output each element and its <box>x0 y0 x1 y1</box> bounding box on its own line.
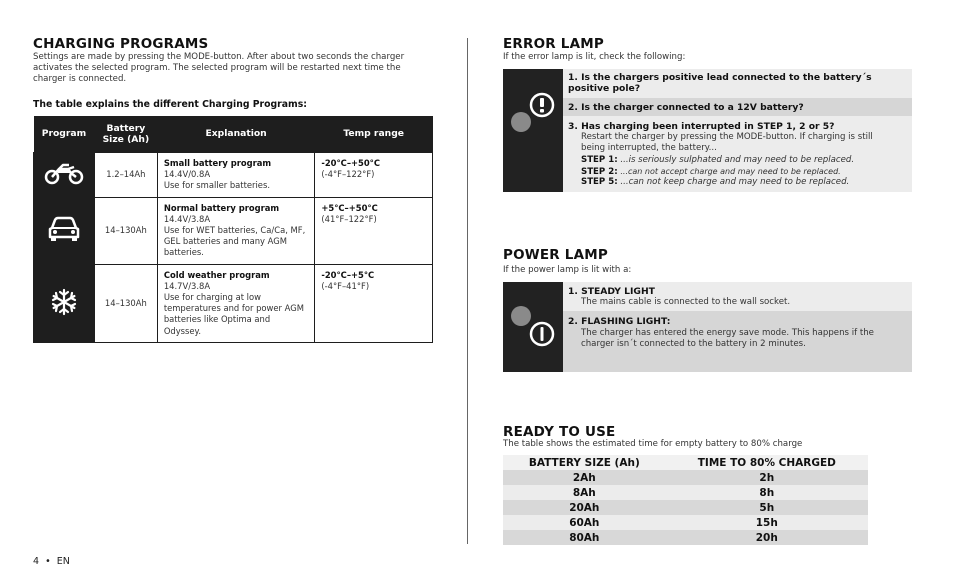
ready-to-use-title: READY TO USE <box>503 424 616 440</box>
program-desc: Use for charging at low temperatures and for power AGM batteries like Optima and Odyssey. <box>163 291 304 336</box>
table-header-row <box>34 116 433 152</box>
battery-size-cell: 60Ah <box>503 515 666 530</box>
charging-programs-table <box>33 116 433 343</box>
step-text: ...can not accept charge and may need to be replaced. <box>620 167 841 176</box>
explanation-cell <box>157 197 315 264</box>
battery-size-cell: 1.2–14Ah <box>94 152 157 197</box>
program-name: Small battery program <box>163 157 272 168</box>
table-row <box>34 264 433 342</box>
power-item-text: The charger has entered the energy save mode. This happens if the charger isn´t connected to the battery in 2 minutes. <box>581 328 874 350</box>
error-item-3 <box>563 116 912 192</box>
step-line <box>581 177 849 188</box>
header-program: Program <box>34 116 95 152</box>
power-lamp-intro: If the power lamp is lit with a: <box>503 265 632 275</box>
battery-size-cell: 80Ah <box>503 530 666 545</box>
error-item-title: 2. Is the charger connected to a 12V battery? <box>568 102 804 113</box>
charge-time-cell: 5h <box>666 500 868 515</box>
power-item-text: The mains cable is connected to the wall socket. <box>581 297 791 307</box>
temp-cell <box>315 197 433 264</box>
header-time-to-80: TIME TO 80% CHARGED <box>666 455 868 470</box>
program-name: Normal battery program <box>163 202 280 213</box>
footer-language: EN <box>56 556 70 567</box>
program-desc: Use for smaller batteries. <box>163 179 270 190</box>
step-text: ...can not keep charge and may need to be replaced. <box>620 177 850 187</box>
power-lamp-panel <box>503 282 563 372</box>
program-spec: 14.7V/3.8A <box>163 280 211 291</box>
table-row <box>503 485 868 500</box>
charge-time-cell: 8h <box>666 485 868 500</box>
power-lamp-title: POWER LAMP <box>503 247 608 263</box>
header-battery-size: BATTERY SIZE (Ah) <box>503 455 666 470</box>
battery-size-cell: 2Ah <box>503 470 666 485</box>
header-temp-range: Temp range <box>315 116 433 152</box>
snowflake-icon <box>34 264 95 342</box>
power-icon <box>529 321 555 351</box>
power-item-2 <box>563 311 912 372</box>
error-lamp-intro: If the error lamp is lit, check the following: <box>503 52 686 62</box>
battery-size-cell: 8Ah <box>503 485 666 500</box>
error-item-title: 3. Has charging been interrupted in STEP 1, 2 or 5? <box>568 121 835 132</box>
error-lamp-indicator <box>511 112 531 132</box>
step-label: STEP 1: <box>581 155 618 165</box>
program-name: Cold weather program <box>163 269 270 280</box>
temp-fahrenheit: (41°F–122°F) <box>321 213 377 224</box>
battery-size-cell: 14–130Ah <box>94 264 157 342</box>
table-row <box>503 515 868 530</box>
table-row <box>34 197 433 264</box>
footer-bullet: • <box>45 556 51 567</box>
charge-time-cell: 2h <box>666 470 868 485</box>
ready-to-use-table <box>503 455 868 545</box>
temp-cell <box>315 264 433 342</box>
power-item-title: 1. STEADY LIGHT <box>568 286 655 297</box>
temp-cell <box>315 152 433 197</box>
error-lamp-panel <box>503 69 563 192</box>
charge-time-cell: 15h <box>666 515 868 530</box>
table-row <box>503 530 868 545</box>
charging-title: CHARGING PROGRAMS <box>33 36 209 52</box>
motorcycle-icon <box>34 152 95 197</box>
temp-fahrenheit: (-4°F–41°F) <box>321 280 370 291</box>
error-item-title: 1. Is the chargers positive lead connected to the battery´s positive pole? <box>568 72 872 94</box>
program-spec: 14.4V/3.8A <box>163 213 211 224</box>
table-caption: The table explains the different Charging Programs: <box>33 99 307 110</box>
power-lamp-indicator <box>511 306 531 326</box>
table-header-row <box>503 455 868 470</box>
program-desc: Use for WET batteries, Ca/Ca, MF, GEL batteries and many AGM batteries. <box>163 224 306 258</box>
ready-to-use-intro: The table shows the estimated time for empty battery to 80% charge <box>503 439 803 449</box>
header-explanation: Explanation <box>157 116 315 152</box>
power-item-title: 2. FLASHING LIGHT: <box>568 316 671 327</box>
charging-intro: Settings are made by pressing the MODE-button. After about two seconds the charger activates the selected program. The selected program will be restarted next time the charger is connected. <box>33 52 405 84</box>
table-row <box>503 470 868 485</box>
battery-size-cell: 20Ah <box>503 500 666 515</box>
error-item-text: Restart the charger by pressing the MODE-button. If charging is still being interrupted, the battery... <box>581 132 873 154</box>
table-row <box>503 500 868 515</box>
header-battery-size: Battery Size (Ah) <box>94 116 157 152</box>
explanation-cell <box>157 152 315 197</box>
battery-size-cell: 14–130Ah <box>94 197 157 264</box>
page-number: 4 <box>33 556 40 567</box>
temp-celsius: -20°C–+50°C <box>321 157 381 168</box>
table-row <box>34 152 433 197</box>
temp-celsius: -20°C–+5°C <box>321 269 375 280</box>
page-footer <box>33 556 70 567</box>
exclamation-icon <box>529 92 555 122</box>
step-line <box>581 155 854 166</box>
explanation-cell <box>157 264 315 342</box>
error-lamp-title: ERROR LAMP <box>503 36 604 52</box>
step-label: STEP 2: <box>581 167 618 177</box>
car-icon <box>34 197 95 264</box>
step-text: ...is seriously sulphated and may need to be replaced. <box>620 155 855 165</box>
program-spec: 14.4V/0.8A <box>163 168 211 179</box>
error-item-2 <box>563 98 912 116</box>
charge-time-cell: 20h <box>666 530 868 545</box>
temp-celsius: +5°C–+50°C <box>321 202 378 213</box>
step-label: STEP 5: <box>581 177 618 187</box>
column-divider <box>467 38 468 544</box>
power-item-1 <box>563 282 912 311</box>
temp-fahrenheit: (-4°F–122°F) <box>321 168 375 179</box>
error-item-1 <box>563 69 912 98</box>
